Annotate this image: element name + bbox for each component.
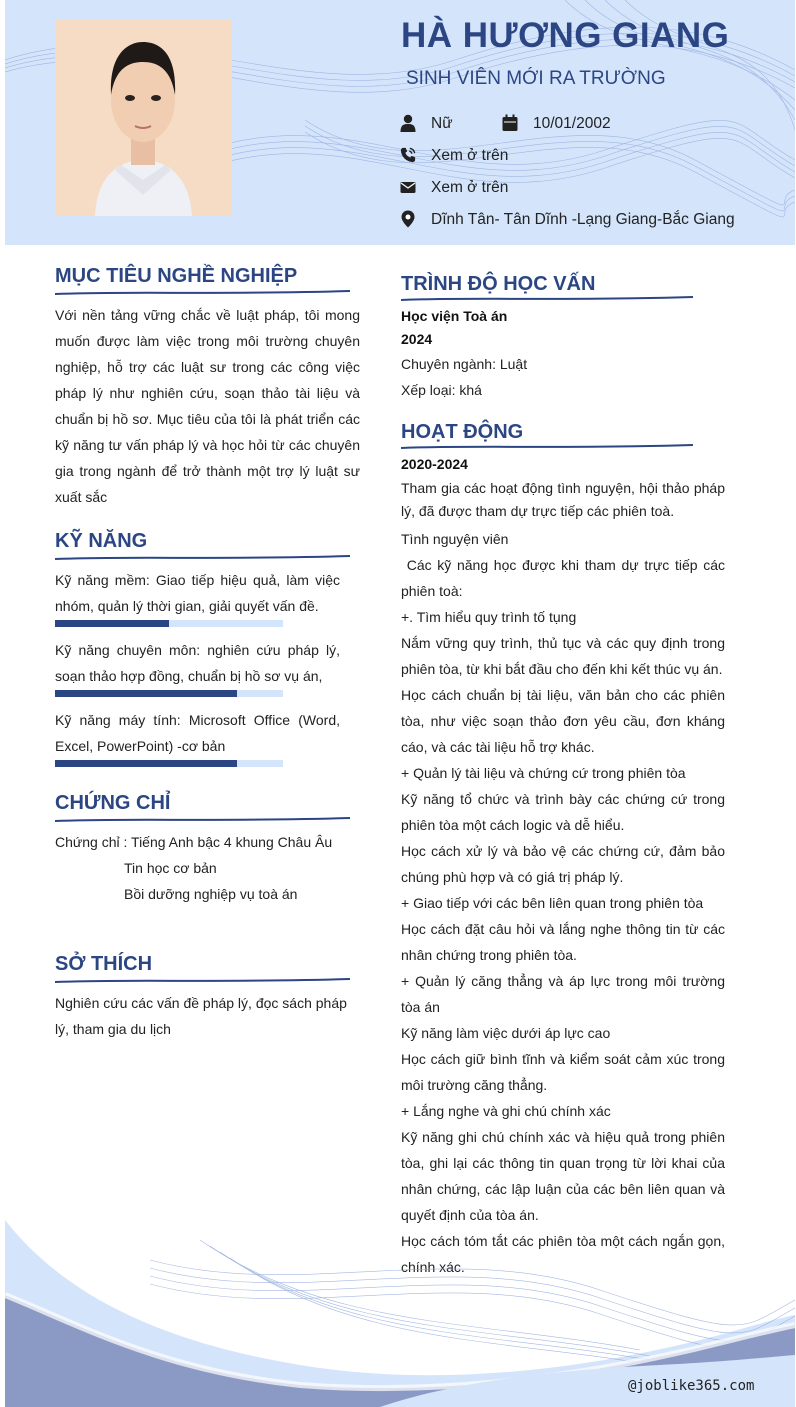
education-title: TRÌNH ĐỘ HỌC VẤN: [401, 273, 596, 295]
watermark: @joblike365.com: [628, 1378, 755, 1394]
education-major: Chuyên ngành: Luật: [401, 356, 528, 372]
education-underline: [401, 295, 693, 303]
activity-paragraph: Kỹ năng ghi chú chính xác và hiệu quả trong phiên tòa, ghi lại các thông tin quan trọng từ lời khai của nhân chứng, các lập luận của các bên liên quan và quyết định của tòa án.: [401, 1129, 725, 1223]
skill-bar-professional: [55, 690, 283, 697]
activity-paragraph: Các kỹ năng học được khi tham dự trực tiếp các phiên toà:: [401, 557, 729, 599]
address-value: Dĩnh Tân- Tân Dĩnh -Lạng Giang-Bắc Giang: [431, 211, 735, 228]
activity-paragraph: + Giao tiếp với các bên liên quan trong phiên tòa: [401, 895, 704, 911]
activity-paragraph: Học cách tóm tắt các phiên tòa một cách ngắn gọn, chính xác.: [401, 1233, 725, 1275]
hobbies-underline: [55, 977, 350, 985]
map-pin-icon: [400, 210, 416, 228]
candidate-name: HÀ HƯƠNG GIANG: [401, 16, 730, 55]
job-title: SINH VIÊN MỚI RA TRƯỜNG: [406, 68, 666, 89]
activity-paragraph: Nắm vững quy trình, thủ tục và các quy định trong phiên tòa, từ khi bắt đầu cho đến khi kết thúc vụ án.: [401, 635, 725, 677]
activity-paragraph: + Quản lý căng thẳng và áp lực trong môi trường tòa án: [401, 973, 725, 1015]
activity-paragraph: Tình nguyện viên: [401, 531, 509, 547]
career-goal-title: MỤC TIÊU NGHỀ NGHIỆP: [55, 265, 298, 287]
phone-icon: [400, 146, 416, 164]
hobbies-title: SỞ THÍCH: [55, 953, 153, 975]
certificate-it: Tin học cơ bản: [124, 860, 217, 876]
activities-underline: [401, 443, 693, 451]
certificate-court: Bồi dưỡng nghiệp vụ toà án: [124, 886, 298, 902]
activity-paragraph: Kỹ năng tổ chức và trình bày các chứng cứ trong phiên tòa một cách logic và dễ hiểu.: [401, 791, 725, 833]
phone-value: Xem ở trên: [431, 147, 509, 164]
skill-item-soft: Kỹ năng mềm: Giao tiếp hiệu quả, làm việc nhóm, quản lý thời gian, giải quyết vấn đề.: [55, 572, 340, 614]
activity-paragraph: +. Tìm hiểu quy trình tố tụng: [401, 609, 577, 625]
activity-paragraph: Kỹ năng làm việc dưới áp lực cao: [401, 1025, 611, 1041]
skills-title: KỸ NĂNG: [55, 530, 148, 552]
profile-photo: [55, 20, 232, 216]
education-rank: Xếp loại: khá: [401, 382, 482, 398]
dob-value: 10/01/2002: [533, 115, 611, 132]
user-icon: [400, 114, 416, 132]
activity-paragraph: Học cách xử lý và bảo vệ các chứng cứ, đảm bảo chúng phù hợp và có giá trị pháp lý.: [401, 843, 725, 885]
gender-value: Nữ: [431, 115, 453, 132]
education-year: 2024: [401, 331, 433, 347]
career-goal-underline: [55, 289, 350, 297]
activities-list: [401, 477, 729, 1280]
certificate-english: Chứng chỉ : Tiếng Anh bậc 4 khung Châu Âu: [55, 834, 333, 850]
activity-paragraph: Học cách chuẩn bị tài liệu, văn bản cho các phiên tòa, như việc soạn thảo đơn yêu cầu, đơn kháng cáo, và các tài liệu hỗ trợ khác.: [401, 687, 725, 755]
skills-underline: [55, 554, 350, 562]
certificates-underline: [55, 816, 350, 824]
certificates-title: CHỨNG CHỈ: [55, 792, 171, 814]
activity-paragraph: Học cách giữ bình tĩnh và kiểm soát cảm xúc trong môi trường căng thẳng.: [401, 1051, 725, 1093]
footer-wave-decoration: [0, 1180, 796, 1407]
education-school: Học viện Toà án: [401, 308, 508, 324]
skill-item-computer: Kỹ năng máy tính: Microsoft Office (Word, Excel, PowerPoint) -cơ bản: [55, 712, 340, 754]
activity-paragraph: Tham gia các hoạt động tình nguyện, hội thảo pháp lý, đã được tham dự trực tiếp các phiên toà.: [401, 480, 725, 519]
calendar-icon: [502, 114, 518, 132]
hobbies-text: Nghiên cứu các vấn đề pháp lý, đọc sách pháp lý, tham gia du lịch: [55, 995, 347, 1037]
envelope-icon: [400, 178, 416, 196]
activity-paragraph: + Quản lý tài liệu và chứng cứ trong phiên tòa: [401, 765, 686, 781]
activity-paragraph: + Lắng nghe và ghi chú chính xác: [401, 1103, 611, 1119]
skill-bar-computer: [55, 760, 283, 767]
activities-period: 2020-2024: [401, 456, 468, 472]
activities-title: HOẠT ĐỘNG: [401, 421, 524, 443]
email-value: Xem ở trên: [431, 179, 509, 196]
career-goal-text: Với nền tảng vững chắc về luật pháp, tôi mong muốn được làm việc trong môi trường chuyên nghiệp, hỗ trợ các luật sư trong các công việc pháp lý như nghiên cứu, soạn thảo tài liệu và chuẩn bị hồ sơ. Mục tiêu của tôi là phát triển các kỹ năng tư vấn pháp lý và học hỏi từ các chuyên gia trong ngành để trở thành một trợ lý luật sư xuất sắc: [55, 307, 360, 505]
skill-item-professional: Kỹ năng chuyên môn: nghiên cứu pháp lý, soạn thảo hợp đồng, chuẩn bị hồ sơ vụ án,: [55, 642, 340, 684]
activity-paragraph: Học cách đặt câu hỏi và lắng nghe thông tin từ các nhân chứng trong phiên tòa.: [401, 921, 725, 963]
skill-bar-soft: [55, 620, 283, 627]
